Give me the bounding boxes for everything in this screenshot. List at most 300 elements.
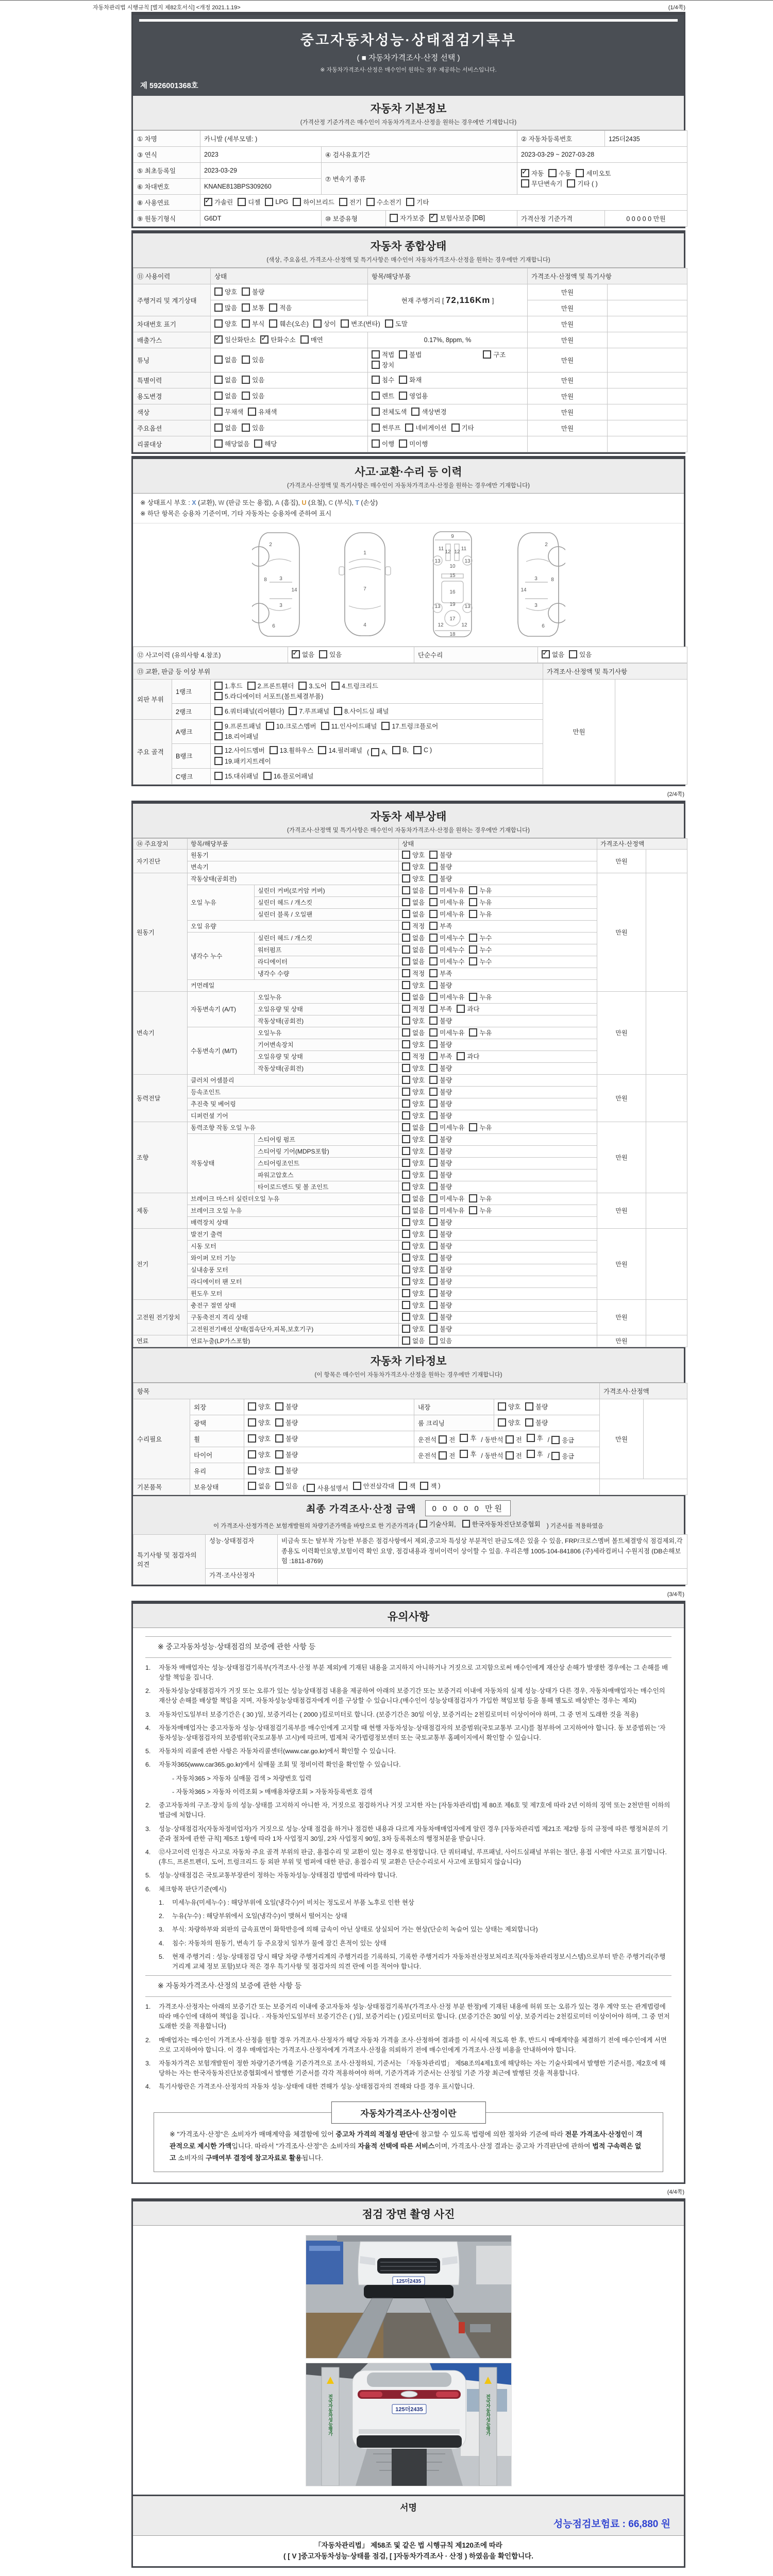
checkbox-option[interactable]	[367, 748, 388, 756]
checkbox-icon	[402, 1277, 410, 1285]
final-price-band	[133, 1495, 684, 1535]
checkbox-icon	[321, 722, 329, 730]
text-segment: 현재 주행거리 [	[401, 297, 446, 304]
checkbox-option[interactable]	[331, 681, 378, 690]
checkbox-option[interactable]	[469, 1123, 492, 1132]
row-label: 스티어링조인트	[255, 1157, 399, 1169]
column-header: 가격조사·산정액 및 특기사항	[528, 268, 687, 284]
cell	[608, 388, 687, 404]
checkbox-option[interactable]	[418, 1435, 455, 1444]
checkbox-option[interactable]	[469, 1194, 492, 1203]
option-label: 있음	[252, 357, 265, 364]
checkbox-option[interactable]	[429, 874, 452, 883]
checkbox-option[interactable]	[402, 1217, 425, 1227]
checkbox-option[interactable]	[385, 319, 408, 328]
checkbox-option[interactable]	[429, 1158, 452, 1167]
checkbox-option[interactable]	[429, 1194, 464, 1203]
checkbox-option[interactable]	[319, 650, 342, 659]
checkbox-icon	[269, 319, 277, 328]
notice-item-number: 6.	[145, 1885, 151, 1893]
checkbox-icon	[402, 1159, 410, 1167]
checkbox-option[interactable]	[247, 681, 294, 690]
checkbox-option[interactable]	[214, 407, 243, 416]
checkbox-option[interactable]	[429, 1324, 452, 1333]
option-label: 양호	[412, 1017, 425, 1025]
diagram-part-number: 8	[263, 577, 267, 583]
price-cell: 만원	[597, 1074, 646, 1122]
checkbox-icon	[429, 851, 438, 859]
checkbox-option[interactable]	[248, 1434, 271, 1443]
checkbox-option[interactable]	[248, 407, 277, 416]
checkbox-option[interactable]	[429, 945, 464, 954]
checkbox-option[interactable]	[411, 407, 446, 416]
checkbox-option[interactable]	[392, 746, 409, 754]
option-label: 불량	[440, 1041, 452, 1048]
checkbox-option[interactable]	[402, 1087, 425, 1096]
notice-item-text: 매매업자는 매수인이 가격조사·산정을 원할 경우 가격조사·산정자가 해당 자동차 가격을 조사·산정하여 결과를 이 서식에 적도록 한 후, 반드시 매매계약을 체결하기 전에 매수인에게 서면으로 고지하여야 합니다. 이 경우 매매업자는 가격조사·산정자에게 가격조사·산정을 의뢰하기 전에 매수인에게 가격조사·산정 비용을 안내하여야 합니다.	[159, 2036, 667, 2054]
checkbox-option[interactable]	[214, 423, 237, 432]
checkbox-option[interactable]	[429, 1217, 452, 1227]
checkbox-option[interactable]	[451, 423, 474, 432]
checkbox-option[interactable]	[469, 886, 492, 895]
option-label: 불량	[285, 1451, 298, 1459]
checkbox-option[interactable]	[248, 1450, 271, 1459]
car-side-left-diagram	[252, 530, 306, 639]
checkbox-option[interactable]	[242, 287, 264, 296]
checkbox-option[interactable]	[293, 197, 334, 207]
checkbox-option[interactable]	[402, 874, 425, 883]
checkbox-option[interactable]	[483, 350, 506, 359]
checkbox-icon	[248, 1482, 256, 1490]
checkbox-option[interactable]	[419, 1519, 456, 1529]
checkbox-option[interactable]	[275, 1402, 298, 1411]
checkbox-option[interactable]	[214, 732, 259, 741]
checkbox-option[interactable]	[548, 1435, 575, 1445]
checkbox-option[interactable]	[548, 1451, 575, 1461]
option-label: 양호	[508, 1419, 521, 1427]
checkbox-option[interactable]	[402, 1336, 425, 1345]
option-label: 양호	[412, 1064, 425, 1072]
checkbox-option[interactable]	[429, 862, 452, 871]
checkbox-option[interactable]	[402, 1028, 425, 1037]
checkbox-option[interactable]	[402, 992, 425, 1002]
option-label: A,	[381, 748, 388, 756]
checkbox-option[interactable]	[402, 980, 425, 990]
checkbox-option[interactable]	[266, 721, 316, 731]
checkbox-option[interactable]	[429, 1300, 452, 1310]
checkbox-option[interactable]	[402, 1146, 425, 1156]
checkbox-icon	[525, 1418, 533, 1427]
checkbox-option[interactable]	[429, 1241, 452, 1250]
checkbox-option[interactable]	[402, 1182, 425, 1191]
checkbox-option[interactable]	[429, 1312, 452, 1321]
price-cell: 만원	[528, 404, 608, 420]
diagram-part-number: 17	[449, 616, 456, 622]
diagram-part-number: 2	[544, 541, 548, 548]
checkbox-option[interactable]	[469, 992, 492, 1002]
checkbox-option[interactable]	[527, 1449, 543, 1459]
checkbox-option[interactable]	[402, 1324, 425, 1333]
checkbox-option[interactable]	[214, 681, 243, 690]
notice-item	[145, 2002, 671, 2032]
option-label: 불량	[285, 1435, 298, 1443]
option-label: 없음	[412, 946, 425, 954]
checkbox-option[interactable]	[460, 1433, 476, 1443]
checkbox-icon	[242, 355, 250, 364]
checkbox-option[interactable]	[341, 319, 380, 328]
cell: 0.17%, 8ppm, %	[368, 332, 528, 348]
checkbox-option[interactable]	[429, 1075, 452, 1084]
cell	[399, 849, 597, 861]
checkbox-option[interactable]	[214, 756, 271, 766]
checkbox-option[interactable]	[402, 933, 425, 942]
checkbox-option[interactable]	[260, 335, 295, 344]
checkbox-option[interactable]	[402, 1123, 425, 1132]
checkbox-option[interactable]	[269, 303, 292, 312]
checkbox-option[interactable]	[214, 439, 249, 448]
checkbox-option[interactable]	[399, 375, 422, 384]
checkbox-option[interactable]	[372, 407, 407, 416]
checkbox-icon	[569, 650, 577, 658]
row-label: 등속조인트	[188, 1086, 399, 1098]
checkbox-option[interactable]	[429, 1111, 452, 1120]
checkbox-option[interactable]	[402, 1099, 425, 1108]
diagram-part-number: 9	[450, 533, 454, 539]
checkbox-option[interactable]	[429, 933, 464, 942]
checkbox-option[interactable]	[469, 897, 492, 907]
checkbox-option[interactable]	[429, 886, 464, 895]
checkbox-option[interactable]	[372, 439, 394, 448]
checkbox-option[interactable]	[381, 721, 438, 731]
option-prefix: 운전석	[418, 1452, 437, 1460]
row-label: 차대번호 표기	[133, 316, 211, 332]
checkbox-option[interactable]	[402, 1004, 425, 1013]
checkbox-option[interactable]	[402, 1075, 425, 1084]
checkbox-icon	[469, 945, 477, 954]
checkbox-option[interactable]	[457, 1004, 479, 1013]
checkbox-icon	[248, 408, 256, 416]
option-label: 불량	[440, 863, 452, 871]
checkbox-icon	[214, 423, 223, 432]
checkbox-option[interactable]	[214, 721, 261, 731]
checkbox-icon	[420, 1482, 428, 1490]
checkbox-option[interactable]	[525, 1402, 548, 1411]
checkbox-option[interactable]	[569, 650, 592, 659]
checkbox-option[interactable]	[300, 335, 323, 344]
checkbox-option[interactable]	[214, 287, 237, 296]
checkbox-option[interactable]	[214, 375, 237, 384]
diagram-part-number: 13	[464, 603, 470, 609]
checkbox-option[interactable]	[402, 1241, 425, 1250]
checkbox-option[interactable]	[429, 909, 464, 919]
checkbox-icon	[402, 1218, 410, 1226]
checkbox-option[interactable]	[469, 909, 492, 919]
checkbox-option[interactable]	[402, 1277, 425, 1286]
checkbox-option[interactable]	[429, 1134, 452, 1144]
checkbox-option[interactable]	[429, 1063, 452, 1073]
checkbox-option[interactable]	[242, 391, 264, 400]
checkbox-option[interactable]	[542, 650, 564, 659]
etc-band	[133, 1347, 684, 1383]
notice-item-text: 체크항목 판단기준(예시)	[159, 1885, 227, 1893]
checkbox-option[interactable]	[402, 1206, 425, 1215]
checkbox-option[interactable]	[353, 1481, 394, 1490]
option-label: 잭	[430, 1482, 437, 1490]
checkbox-option[interactable]	[402, 1134, 425, 1144]
checkbox-option[interactable]	[275, 1466, 298, 1475]
checkbox-option[interactable]	[429, 921, 452, 930]
checkbox-option[interactable]	[402, 1158, 425, 1167]
checkbox-option[interactable]	[402, 1312, 425, 1321]
diagram-part-number: 11	[438, 546, 444, 552]
checkbox-option[interactable]	[372, 350, 394, 359]
checkbox-icon	[293, 198, 301, 206]
checkbox-option[interactable]	[204, 197, 233, 207]
checkbox-option[interactable]	[289, 706, 329, 716]
option-label: 불량	[440, 1112, 452, 1120]
checkbox-option[interactable]	[498, 1418, 520, 1427]
checkbox-option[interactable]	[263, 771, 314, 781]
checkbox-icon	[429, 993, 438, 1001]
checkbox-option[interactable]	[214, 706, 284, 716]
checkbox-icon	[429, 1052, 438, 1060]
checkbox-option[interactable]	[521, 168, 544, 178]
checkbox-option[interactable]	[420, 1481, 440, 1490]
checkbox-option[interactable]	[402, 850, 425, 859]
checkbox-option[interactable]	[429, 1336, 452, 1345]
checkbox-option[interactable]	[248, 1402, 271, 1411]
checkbox-option[interactable]	[303, 1483, 348, 1493]
checkbox-option[interactable]	[429, 980, 452, 990]
checkbox-option[interactable]	[429, 1253, 452, 1262]
checkbox-option[interactable]	[275, 1418, 298, 1427]
checkbox-option[interactable]	[469, 933, 492, 942]
notice-item-number: 6.	[145, 1761, 151, 1769]
row-label: 가격산정 기준가격	[517, 211, 605, 227]
checkbox-option[interactable]	[498, 1402, 520, 1411]
checkbox-option[interactable]	[265, 198, 288, 206]
checkbox-option[interactable]	[313, 319, 336, 328]
etc-table	[133, 1383, 684, 1495]
checkbox-option[interactable]	[429, 957, 464, 966]
checkbox-option[interactable]	[402, 945, 425, 954]
checkbox-option[interactable]	[429, 1099, 452, 1108]
form-reference: 자동차관리법 시행규칙 [별지 제82호서식] <개정 2021.1.19>	[93, 5, 241, 11]
checkbox-option[interactable]	[429, 1146, 452, 1156]
checkbox-option[interactable]	[462, 1519, 541, 1529]
checkbox-icon	[248, 1450, 256, 1459]
checkbox-option[interactable]	[402, 921, 425, 930]
checkbox-option[interactable]	[405, 423, 446, 432]
checkbox-option[interactable]	[402, 957, 425, 966]
checkbox-option[interactable]	[298, 681, 327, 690]
checkbox-option[interactable]	[429, 850, 452, 859]
checkbox-option[interactable]	[429, 992, 464, 1002]
checkbox-option[interactable]	[390, 213, 425, 223]
option-label: 불량	[440, 1290, 452, 1297]
checkbox-option[interactable]	[214, 691, 323, 701]
checkbox-option[interactable]	[429, 1028, 464, 1037]
checkbox-option[interactable]	[270, 745, 314, 755]
checkbox-option[interactable]	[214, 771, 259, 781]
checkbox-option[interactable]	[402, 1265, 425, 1274]
checkbox-option[interactable]	[429, 897, 464, 907]
checkbox-option[interactable]	[460, 1449, 476, 1459]
checkbox-option[interactable]	[242, 303, 264, 312]
checkbox-option[interactable]	[469, 1206, 492, 1215]
checkbox-option[interactable]	[429, 1004, 452, 1013]
checkbox-icon	[429, 1301, 438, 1309]
text-segment: U	[301, 499, 307, 506]
checkbox-option[interactable]	[242, 423, 264, 432]
checkbox-option[interactable]	[402, 862, 425, 871]
checkbox-option[interactable]	[269, 319, 309, 328]
text-segment: ※ 상태표시 부호 :	[140, 499, 192, 506]
checkbox-option[interactable]	[576, 168, 611, 178]
checkbox-option[interactable]	[334, 706, 389, 716]
checkbox-option[interactable]	[318, 745, 362, 755]
checkbox-option[interactable]	[242, 375, 264, 384]
checkbox-option[interactable]	[402, 1040, 425, 1049]
cell	[399, 1145, 597, 1157]
checkbox-icon	[402, 862, 410, 871]
notice-item	[145, 1885, 671, 1894]
checkbox-option[interactable]	[275, 1450, 298, 1459]
checkbox-option[interactable]	[214, 303, 237, 312]
checkbox-option[interactable]	[242, 319, 264, 328]
option-label: 양호	[225, 320, 238, 328]
checkbox-option[interactable]	[402, 1229, 425, 1239]
checkbox-option[interactable]	[339, 197, 362, 207]
column-header: 항목/해당부품	[368, 268, 528, 284]
option-label: 양호	[412, 1313, 425, 1321]
checkbox-option[interactable]	[372, 360, 394, 369]
checkbox-option[interactable]	[429, 1052, 452, 1061]
option-label: 불량	[440, 1218, 452, 1226]
option-label: 양호	[412, 875, 425, 883]
option-label: 양호	[412, 1266, 425, 1274]
checkbox-option[interactable]	[372, 423, 400, 432]
checkbox-icon	[429, 1313, 438, 1321]
checkbox-option[interactable]	[372, 375, 394, 384]
checkbox-option[interactable]	[418, 1451, 455, 1460]
checkbox-option[interactable]	[366, 197, 401, 207]
option-label: 적음	[279, 304, 292, 312]
checkbox-option[interactable]	[413, 746, 432, 754]
checkbox-option[interactable]	[429, 1182, 452, 1191]
checkbox-option[interactable]	[214, 391, 237, 400]
checkbox-option[interactable]	[429, 1289, 452, 1298]
checkbox-icon	[567, 179, 575, 188]
checkbox-option[interactable]	[242, 355, 264, 364]
checkbox-option[interactable]	[457, 1052, 479, 1061]
checkbox-option[interactable]	[214, 355, 237, 364]
checkbox-option[interactable]	[402, 1170, 425, 1179]
checkbox-option[interactable]	[402, 969, 425, 978]
checkbox-option[interactable]	[399, 350, 422, 359]
checkbox-option[interactable]	[429, 1206, 464, 1215]
checkbox-option[interactable]	[402, 897, 425, 907]
checkbox-option[interactable]	[402, 1300, 425, 1310]
checkbox-option[interactable]	[429, 1277, 452, 1286]
checkbox-option[interactable]	[406, 197, 429, 207]
checkbox-option[interactable]	[469, 945, 492, 954]
checkbox-option[interactable]	[525, 1418, 548, 1427]
checkbox-icon	[527, 1450, 535, 1458]
option-label: 10.크로스멤버	[276, 722, 316, 730]
checkbox-icon	[402, 1289, 410, 1297]
checkbox-option[interactable]	[429, 1087, 452, 1096]
checkbox-option[interactable]	[429, 1170, 452, 1179]
row-label: 파워고압호스	[255, 1169, 399, 1181]
checkbox-icon	[248, 1466, 256, 1475]
checkbox-icon	[372, 408, 380, 416]
checkbox-option[interactable]	[429, 213, 485, 223]
checkbox-option[interactable]	[481, 1451, 522, 1460]
checkbox-option[interactable]	[248, 1481, 271, 1490]
checkbox-option[interactable]	[399, 391, 428, 400]
checkbox-option[interactable]	[402, 1253, 425, 1262]
checkbox-option[interactable]	[372, 391, 394, 400]
option-label: 색상변경	[422, 409, 447, 416]
checkbox-option[interactable]	[527, 1433, 543, 1443]
checkbox-option[interactable]	[429, 969, 452, 978]
checkbox-option[interactable]	[399, 439, 428, 448]
checkbox-icon	[270, 746, 278, 754]
checkbox-option[interactable]	[275, 1434, 298, 1443]
checkbox-option[interactable]	[521, 179, 562, 188]
option-label: 후	[536, 1434, 543, 1442]
checkbox-option[interactable]	[402, 1063, 425, 1073]
checkbox-option[interactable]	[469, 1028, 492, 1037]
checkbox-option[interactable]	[481, 1435, 522, 1444]
checkbox-option[interactable]	[214, 319, 237, 328]
option-label: 있음	[329, 651, 342, 658]
checkbox-option[interactable]	[567, 179, 597, 188]
checkbox-option[interactable]	[402, 909, 425, 919]
checkbox-option[interactable]	[402, 886, 425, 895]
cell	[528, 436, 608, 452]
checkbox-option[interactable]	[248, 1466, 271, 1475]
checkbox-option[interactable]	[292, 650, 314, 659]
checkbox-option[interactable]	[248, 1418, 271, 1427]
cell	[399, 1276, 597, 1287]
checkbox-checked-icon	[429, 214, 438, 222]
checkbox-option[interactable]	[402, 1016, 425, 1025]
checkbox-option[interactable]	[321, 721, 377, 731]
checkbox-option[interactable]	[402, 1194, 425, 1203]
checkbox-option[interactable]	[469, 957, 492, 966]
checkbox-option[interactable]	[238, 197, 260, 207]
checkbox-icon	[402, 1242, 410, 1250]
checkbox-option[interactable]	[429, 1040, 452, 1049]
checkbox-option[interactable]	[254, 439, 277, 448]
checkbox-option[interactable]	[399, 1481, 415, 1490]
checkbox-option[interactable]	[275, 1481, 298, 1490]
checkbox-option[interactable]	[214, 745, 265, 755]
option-label: 보험사보증	[440, 215, 471, 222]
checkbox-option[interactable]	[402, 1289, 425, 1298]
checkbox-option[interactable]	[429, 1016, 452, 1025]
checkbox-option[interactable]	[548, 168, 571, 178]
checkbox-option[interactable]	[429, 1265, 452, 1274]
checkbox-option[interactable]	[402, 1052, 425, 1061]
checkbox-option[interactable]	[429, 1229, 452, 1239]
checkbox-option[interactable]	[402, 1111, 425, 1120]
price-cell: 만원	[597, 1193, 646, 1228]
checkbox-option[interactable]	[214, 335, 256, 344]
checkbox-option[interactable]	[429, 1123, 464, 1132]
